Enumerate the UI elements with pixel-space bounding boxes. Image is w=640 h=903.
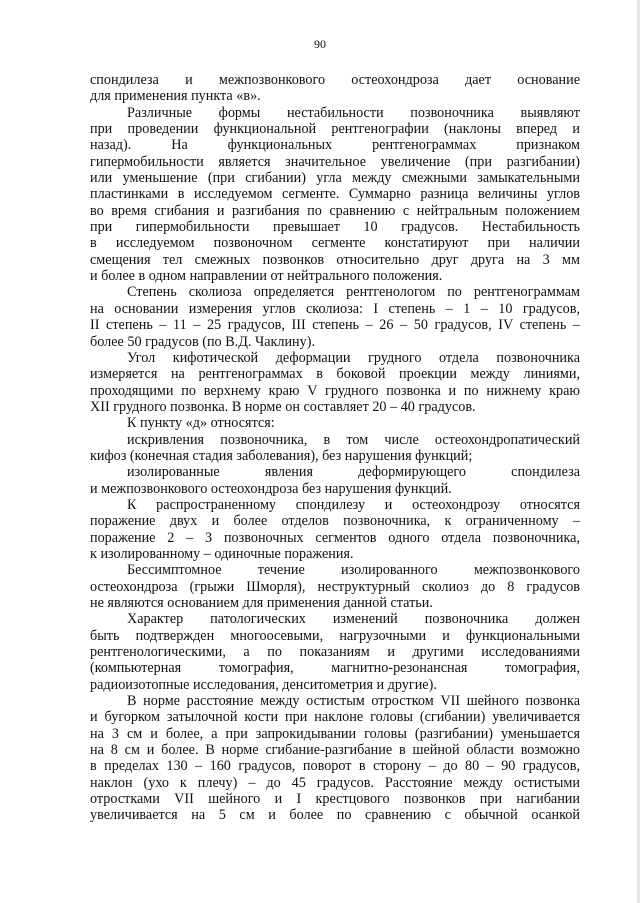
text-line: остеохондроза (грыжи Шморля), неструктурный сколиоз до 8 градусов	[90, 578, 580, 595]
text-line: Характер патологических изменений позвоночника должен	[127, 611, 580, 628]
text-line: Различные формы нестабильности позвоночника выявляют	[127, 104, 580, 121]
text-line: радиоизотопные исследования, денситометрия и другие).	[90, 676, 437, 693]
text-line: на 8 см и более. В норме сгибание-разгибание в шейной области возможно	[90, 742, 580, 759]
text-line: и межпозвонкового остеохондроза без нарушения функций.	[90, 480, 452, 497]
text-line: поражение 2 – 3 позвоночных сегментов одного отдела позвоночника,	[90, 529, 580, 546]
page-number: 90	[314, 37, 326, 51]
text-line: изолированные явления деформирующего спондилеза	[127, 464, 580, 481]
text-line: наклон (ухо к плечу) – до 45 градусов. Расстояние между остистыми	[90, 774, 580, 791]
text-line: К пункту «д» относятся:	[127, 415, 275, 432]
text-line: К распространенному спондилезу и остеохондрозу относятся	[127, 496, 580, 513]
text-line: увеличивается на 5 см и более по сравнению с обычной осанкой	[90, 807, 580, 824]
text-line: смещения тел смежных позвонков относительно друг друга на 3 мм	[90, 251, 580, 268]
text-line: на основании измерения углов сколиоза: I степень – 1 – 10 градусов,	[90, 300, 580, 317]
text-line: к изолированному – одиночные поражения.	[90, 545, 354, 562]
text-line: и более в одном направлении от нейтрального положения.	[90, 268, 443, 285]
text-line: и бугорком затылочной кости при наклоне головы (сгибании) увеличивается	[90, 709, 580, 726]
text-line: рентгенологическими, а по показаниям и другими исследованиями	[90, 644, 580, 661]
text-line: пластинками в исследуемом сегменте. Суммарно разница величины углов	[90, 186, 580, 203]
text-line: в пределах 130 – 160 градусов, поворот в сторону – до 80 – 90 градусов,	[90, 758, 580, 775]
text-line: поражение двух и более отделов позвоночника, к ограниченному –	[90, 513, 580, 530]
text-line: кифоз (конечная стадия заболевания), без нарушения функций;	[90, 447, 473, 464]
text-line: отростками VII шейного и I крестцового позвонков при нагибании	[90, 791, 580, 808]
text-line: II степень – 11 – 25 градусов, III степень – 26 – 50 градусов, IV степень –	[90, 317, 580, 334]
text-line: Угол кифотической деформации грудного отдела позвоночника	[127, 349, 580, 366]
text-line: искривления позвоночника, в том числе остеохондропатический	[127, 431, 580, 448]
text-line: во время сгибания и разгибания по сравнению с нейтральным положением	[90, 202, 580, 219]
text-line: Степень сколиоза определяется рентгенологом по рентгенограммам	[127, 284, 580, 301]
text-line: не являются основанием для применения данной статьи.	[90, 595, 433, 611]
text-line: Бессимптомное течение изолированного межпозвонкового	[127, 562, 580, 579]
text-line: спондилеза и межпозвонкового остеохондроза дает основание	[90, 72, 580, 88]
text-line: более 50 градусов (по В.Д. Чаклину).	[90, 333, 316, 350]
text-line: измеряется на рентгенограммах в боковой проекции между линиями,	[90, 366, 580, 383]
text-line: на 3 см и более, а при запрокидывании головы (разгибании) уменьшается	[90, 725, 580, 742]
text-line: проходящими по верхнему краю V грудного позвонка и по нижнему краю	[90, 382, 580, 399]
text-line: назад). На функциональных рентгенограммах признаком	[90, 137, 580, 154]
document-body	[90, 72, 580, 824]
text-line: при проведении функциональной рентгенографии (наклоны вперед и	[90, 121, 580, 138]
text-line: В норме расстояние между остистым отростком VII шейного позвонка	[127, 693, 580, 710]
text-line: быть подтвержден многоосевыми, нагрузочными и функциональными	[90, 627, 580, 644]
text-line: для применения пункта «в».	[90, 88, 261, 105]
text-line: или уменьшение (при сгибании) угла между смежными замыкательными	[90, 170, 580, 187]
text-line: в исследуемом позвоночном сегменте констатируют при наличии	[90, 235, 580, 252]
text-line: при гипермобильности превышает 10 градусов. Нестабильность	[90, 219, 580, 236]
text-line: (компьютерная томография, магнитно-резонансная томография,	[90, 660, 580, 677]
text-line: гипермобильности является значительное увеличение (при разгибании)	[90, 153, 580, 170]
text-line: XII грудного позвонка. В норме он составляет 20 – 40 градусов.	[90, 398, 476, 415]
